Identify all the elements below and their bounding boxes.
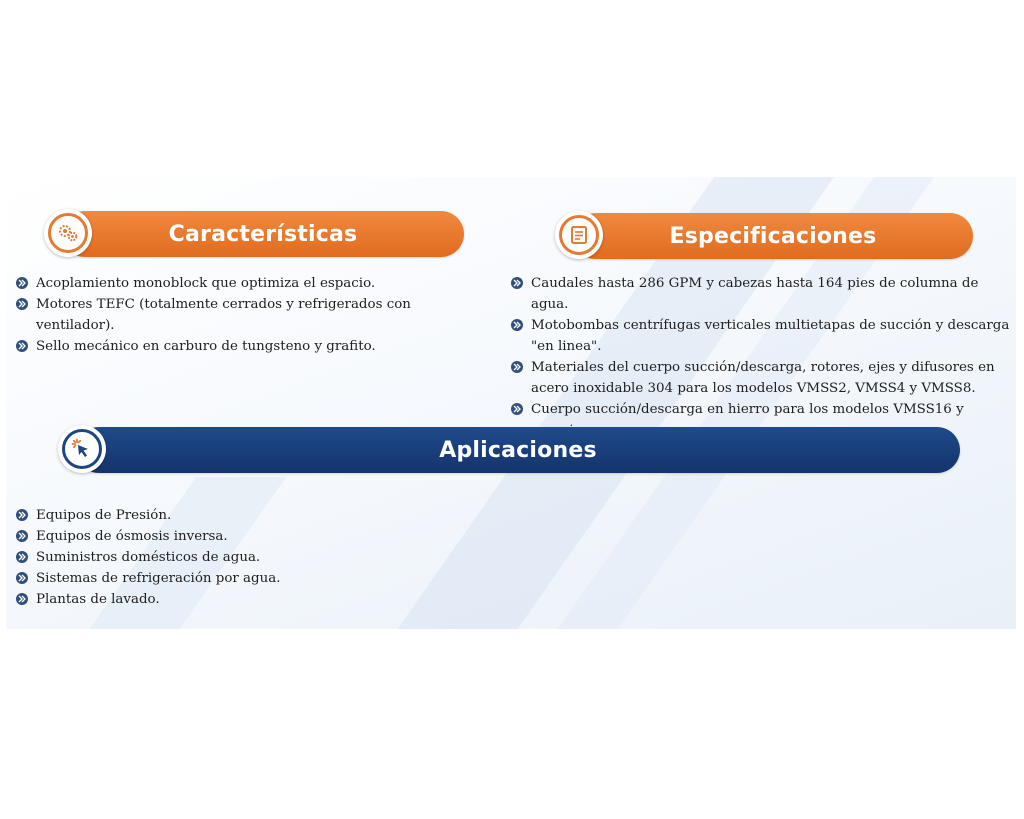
list-item: Motores TEFC (totalmente cerrados y refrigerados con ventilador). [16,294,486,336]
especificaciones-title: Especificaciones [669,223,877,249]
cursor-click-icon [70,437,94,461]
chevron-bullet-icon [511,403,523,415]
aplicaciones-header [76,427,960,473]
list-item: Motobombas centrífugas verticales multietapas de succión y descarga "en linea". [511,315,1016,357]
gears-icon [56,221,80,245]
chevron-bullet-icon [511,277,523,289]
especificaciones-icon-badge [555,211,603,259]
list-item: Materiales del cuerpo succión/descarga, rotores, ejes y difusores en acero inoxidable 304 para los modelos VMSS2, VMSS4 y VMSS8. [511,357,1016,399]
chevron-bullet-icon [16,593,28,605]
caracteristicas-title: Características [168,221,358,247]
caracteristicas-header [62,211,464,257]
chevron-bullet-icon [16,340,28,352]
chevron-bullet-icon [16,298,28,310]
especificaciones-header [573,213,973,259]
list-item: Equipos de ósmosis inversa. [16,526,486,547]
especificaciones-list [511,273,1016,441]
list-item: Equipos de Presión. [16,505,486,526]
chevron-bullet-icon [511,319,523,331]
list-item: Sistemas de refrigeración por agua. [16,568,486,589]
aplicaciones-title: Aplicaciones [439,437,597,463]
list-item: Caudales hasta 286 GPM y cabezas hasta 164 pies de columna de agua. [511,273,1016,315]
caracteristicas-list [16,273,486,357]
chevron-bullet-icon [16,509,28,521]
list-item: Cuerpo succión/descarga en hierro para los modelos VMSS16 y [511,399,1016,441]
chevron-bullet-icon [16,551,28,563]
list-item: Suministros domésticos de agua. [16,547,486,568]
chevron-bullet-icon [16,277,28,289]
document-icon [568,224,590,246]
aplicaciones-icon-badge [58,425,106,473]
chevron-bullet-icon [16,530,28,542]
list-item: Plantas de lavado. [16,589,486,610]
list-item: Acoplamiento monoblock que optimiza el espacio. [16,273,486,294]
list-item: Sello mecánico en carburo de tungsteno y grafito. [16,336,486,357]
caracteristicas-icon-badge [44,209,92,257]
chevron-bullet-icon [16,572,28,584]
chevron-bullet-icon [511,361,523,373]
aplicaciones-list [16,505,486,610]
